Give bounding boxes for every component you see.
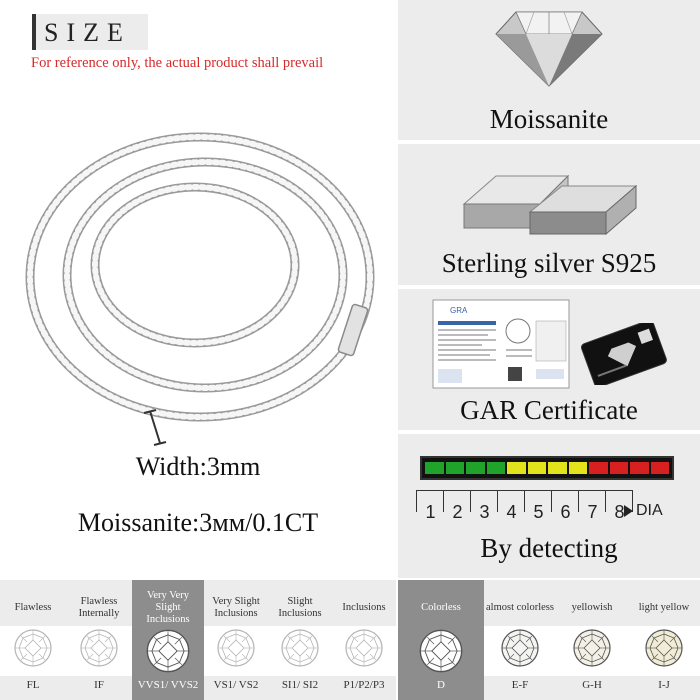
feature-label: GAR Certificate [460,395,638,425]
diamond-grade-icon [216,628,256,672]
grade-name: almost colorless [486,602,554,613]
moissanite-spec-label: Moissanite:3ᴍᴍ/0.1CT [77,508,319,537]
grade-code: E-F [511,679,529,691]
tester-meter-icon [420,456,674,480]
reference-note: For reference only, the actual product shall prevail [31,55,324,71]
grade-name: light yellow [638,602,690,613]
meter-cell [589,462,608,474]
grade-name: Flawless [14,602,52,613]
meter-cell [610,462,629,474]
grade-code: G-H [582,679,602,691]
grade-code: D [437,679,445,691]
arrow-right-icon [624,505,633,517]
grade-code: FL [26,679,40,691]
diamond-grade-icon [418,628,464,678]
diamond-grade-icon [79,628,119,672]
size-title: SIZE [44,18,131,47]
scale-number: 3 [479,502,490,522]
grade-column [204,580,268,700]
meter-cell [569,462,588,474]
diamond-grade-icon [344,628,384,672]
grade-code: VS1/ VS2 [213,679,259,691]
grade-column [132,580,204,700]
diamond-grade-icon [145,628,191,678]
size-panel [0,0,396,578]
grade-name: Very Slight Inclusions [212,596,260,619]
scale-number: 1 [425,502,436,522]
grade-name: Very Very Slight Inclusions [146,590,190,625]
meter-cell [651,462,670,474]
scale-number: 8 [614,502,625,522]
tester-scale [416,490,636,526]
feature-detecting [398,434,700,578]
cert-logo-text: GRA [450,306,468,315]
feature-moissanite [398,0,700,140]
grade-name: yellowish [571,602,613,613]
certificate-card-icon [578,323,668,385]
diamond-grade-icon [13,628,53,672]
grade-code: P1/P2/P3 [343,679,385,691]
grade-column [66,580,132,700]
feature-label: Sterling silver S925 [441,248,657,278]
grade-column [268,580,332,700]
diamond-icon [494,8,604,88]
meter-cell [548,462,567,474]
grade-column [556,580,628,700]
diamond-grade-icon [500,628,540,672]
feature-certificate [398,289,700,430]
grade-name: Inclusions [342,602,386,613]
scale-number: 4 [506,502,517,522]
scale-baseline [416,490,632,491]
meter-cell [487,462,506,474]
meter-cell [466,462,485,474]
grade-code: VVS1/ VVS2 [137,679,199,691]
scale-number: 6 [560,502,571,522]
meter-cell [630,462,649,474]
grade-column [398,580,484,700]
clarity-grade-strip [0,580,396,700]
meter-cell [528,462,547,474]
grade-column [484,580,556,700]
grade-code: I-J [658,679,670,691]
scale-number: 2 [452,502,463,522]
meter-cell [446,462,465,474]
color-grade-strip [398,580,700,700]
grade-name: Slight Inclusions [278,596,322,619]
grade-code: IF [94,679,104,691]
grade-column [332,580,396,700]
feature-label: By detecting [480,533,618,563]
width-label: Width:3mm [135,452,261,481]
diamond-grade-icon [280,628,320,672]
meter-cell [425,462,444,474]
feature-silver [398,144,700,285]
grade-column [628,580,700,700]
grade-name: Colorless [421,602,461,613]
silver-bars-icon [460,162,640,236]
meter-cell [507,462,526,474]
feature-label: Moissanite [489,104,609,134]
scale-unit: DIA [636,502,663,519]
diamond-grade-icon [572,628,612,672]
scale-number: 7 [587,502,598,522]
grade-name: Flawless Internally [78,596,120,619]
tennis-necklace-image [20,125,390,455]
scale-number: 5 [533,502,544,522]
grade-code: SI1/ SI2 [281,679,319,691]
grade-column [0,580,66,700]
diamond-grade-icon [644,628,684,672]
